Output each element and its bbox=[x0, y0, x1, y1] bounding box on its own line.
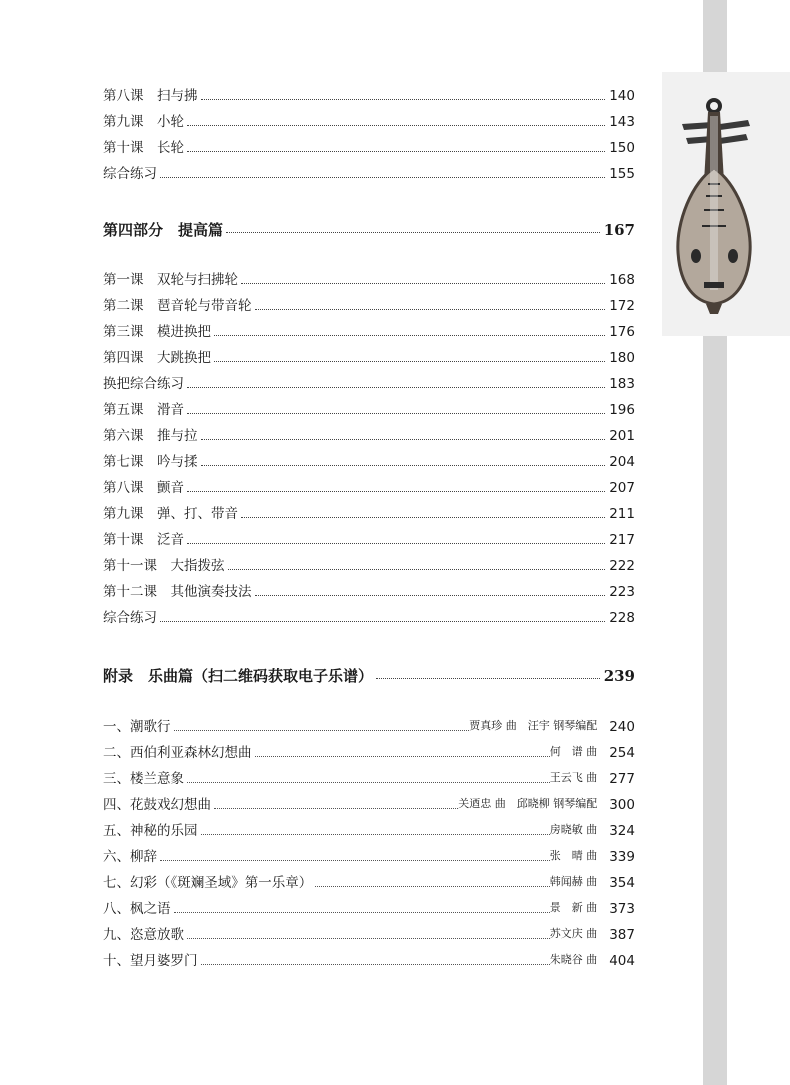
pipa-image bbox=[662, 72, 790, 336]
entry-title: 第十课 泛音 bbox=[103, 532, 184, 548]
page-number: 167 bbox=[603, 221, 635, 239]
page-number: 180 bbox=[609, 350, 635, 366]
entry-title: 第十二课 其他演奏技法 bbox=[103, 584, 252, 600]
dot-leader bbox=[201, 99, 606, 100]
page-number: 339 bbox=[609, 849, 635, 865]
piece-credit: 苏文庆 曲 bbox=[549, 927, 598, 940]
piece-entry[interactable] bbox=[103, 949, 635, 969]
toc-entry[interactable] bbox=[103, 606, 635, 626]
toc-entry[interactable] bbox=[103, 372, 635, 392]
dot-leader bbox=[255, 756, 550, 757]
entry-title: 第六课 推与拉 bbox=[103, 428, 198, 444]
toc-entry[interactable] bbox=[103, 346, 635, 366]
toc-entry[interactable] bbox=[103, 580, 635, 600]
entry-title: 第九课 小轮 bbox=[103, 114, 184, 130]
toc-entry[interactable] bbox=[103, 110, 635, 130]
entry-title: 第三课 模进换把 bbox=[103, 324, 211, 340]
dot-leader bbox=[187, 387, 605, 388]
section-heading[interactable] bbox=[103, 216, 635, 238]
piece-title: 二、西伯利亚森林幻想曲 bbox=[103, 745, 252, 761]
dot-leader bbox=[187, 413, 605, 414]
toc-entry[interactable] bbox=[103, 268, 635, 288]
entry-title: 第八课 扫与拂 bbox=[103, 88, 198, 104]
dot-leader bbox=[255, 309, 606, 310]
dot-leader bbox=[241, 283, 605, 284]
entry-title: 综合练习 bbox=[103, 166, 157, 182]
page-number: 196 bbox=[609, 402, 635, 418]
dot-leader bbox=[201, 964, 550, 965]
piece-entry[interactable] bbox=[103, 793, 635, 813]
dot-leader bbox=[187, 491, 605, 492]
entry-title: 第一课 双轮与扫拂轮 bbox=[103, 272, 238, 288]
section-title: 附录 乐曲篇（扫二维码获取电子乐谱） bbox=[103, 667, 374, 685]
page-number: 211 bbox=[609, 506, 635, 522]
piece-title: 三、楼兰意象 bbox=[103, 771, 184, 787]
piece-title: 五、神秘的乐园 bbox=[103, 823, 198, 839]
entry-title: 第五课 滑音 bbox=[103, 402, 184, 418]
toc-entry[interactable] bbox=[103, 476, 635, 496]
entry-title: 第二课 琶音轮与带音轮 bbox=[103, 298, 252, 314]
piece-entry[interactable] bbox=[103, 715, 635, 735]
piece-title: 一、潮歌行 bbox=[103, 719, 171, 735]
toc-entry[interactable] bbox=[103, 554, 635, 574]
entry-title: 综合练习 bbox=[103, 610, 157, 626]
piece-entry[interactable] bbox=[103, 741, 635, 761]
page-number: 143 bbox=[609, 114, 635, 130]
entry-title: 换把综合练习 bbox=[103, 376, 184, 392]
piece-credit: 贾真珍 曲 汪宇 钢琴编配 bbox=[469, 719, 598, 732]
page-number: 140 bbox=[609, 88, 635, 104]
dot-leader bbox=[187, 543, 605, 544]
entry-title: 第十课 长轮 bbox=[103, 140, 184, 156]
dot-leader bbox=[201, 834, 550, 835]
dot-leader bbox=[315, 886, 549, 887]
piece-credit: 张 晴 曲 bbox=[549, 849, 598, 862]
page-number: 201 bbox=[609, 428, 635, 444]
page-number: 300 bbox=[609, 797, 635, 813]
section-title: 第四部分 提高篇 bbox=[103, 221, 224, 239]
page-number: 240 bbox=[609, 719, 635, 735]
page-number: 183 bbox=[609, 376, 635, 392]
page-number: 239 bbox=[603, 667, 635, 685]
page-number: 277 bbox=[609, 771, 635, 787]
toc-entry[interactable] bbox=[103, 528, 635, 548]
page-number: 254 bbox=[609, 745, 635, 761]
toc-entry[interactable] bbox=[103, 424, 635, 444]
page-number: 354 bbox=[609, 875, 635, 891]
piece-credit: 朱晓谷 曲 bbox=[549, 953, 598, 966]
page-number: 217 bbox=[609, 532, 635, 548]
toc-entry[interactable] bbox=[103, 320, 635, 340]
piece-entry[interactable] bbox=[103, 767, 635, 787]
dot-leader bbox=[174, 730, 470, 731]
piece-title: 四、花鼓戏幻想曲 bbox=[103, 797, 211, 813]
entry-title: 第八课 颤音 bbox=[103, 480, 184, 496]
toc-entry[interactable] bbox=[103, 84, 635, 104]
piece-title: 十、望月婆罗门 bbox=[103, 953, 198, 969]
piece-entry[interactable] bbox=[103, 871, 635, 891]
entry-title: 第九课 弹、打、带音 bbox=[103, 506, 238, 522]
piece-credit: 韩闻赫 曲 bbox=[549, 875, 598, 888]
dot-leader bbox=[187, 938, 550, 939]
entry-title: 第十一课 大指拨弦 bbox=[103, 558, 225, 574]
page-number: 207 bbox=[609, 480, 635, 496]
piece-credit: 关迺忠 曲 邱晓柳 钢琴编配 bbox=[458, 797, 598, 810]
dot-leader bbox=[226, 232, 600, 233]
page-number: 228 bbox=[609, 610, 635, 626]
piece-entry[interactable] bbox=[103, 845, 635, 865]
dot-leader bbox=[376, 678, 600, 679]
section-heading[interactable] bbox=[103, 662, 635, 684]
page-number: 373 bbox=[609, 901, 635, 917]
toc-entry[interactable] bbox=[103, 294, 635, 314]
page-number: 155 bbox=[609, 166, 635, 182]
dot-leader bbox=[160, 177, 605, 178]
dot-leader bbox=[201, 465, 606, 466]
dot-leader bbox=[241, 517, 605, 518]
page-number: 387 bbox=[609, 927, 635, 943]
dot-leader bbox=[214, 361, 605, 362]
piece-entry[interactable] bbox=[103, 897, 635, 917]
page-number: 168 bbox=[609, 272, 635, 288]
dot-leader bbox=[214, 335, 605, 336]
piece-entry[interactable] bbox=[103, 923, 635, 943]
page-number: 176 bbox=[609, 324, 635, 340]
dot-leader bbox=[201, 439, 606, 440]
dot-leader bbox=[228, 569, 606, 570]
dot-leader bbox=[214, 808, 458, 809]
dot-leader bbox=[160, 860, 550, 861]
page-number: 204 bbox=[609, 454, 635, 470]
piece-credit: 景 新 曲 bbox=[549, 901, 598, 914]
entry-title: 第七课 吟与揉 bbox=[103, 454, 198, 470]
piece-title: 九、恣意放歌 bbox=[103, 927, 184, 943]
piece-credit: 何 谱 曲 bbox=[549, 745, 598, 758]
toc-entry[interactable] bbox=[103, 162, 635, 182]
piece-credit: 房晓敏 曲 bbox=[549, 823, 598, 836]
piece-title: 八、枫之语 bbox=[103, 901, 171, 917]
piece-entry[interactable] bbox=[103, 819, 635, 839]
page-number: 222 bbox=[609, 558, 635, 574]
dot-leader bbox=[160, 621, 605, 622]
dot-leader bbox=[255, 595, 606, 596]
toc-entry[interactable] bbox=[103, 136, 635, 156]
piece-credit: 王云飞 曲 bbox=[549, 771, 598, 784]
toc-entry[interactable] bbox=[103, 398, 635, 418]
dot-leader bbox=[187, 782, 550, 783]
entry-title: 第四课 大跳换把 bbox=[103, 350, 211, 366]
piece-title: 七、幻彩（《斑斓圣域》第一乐章） bbox=[103, 875, 313, 891]
page-number: 172 bbox=[609, 298, 635, 314]
dot-leader bbox=[187, 151, 605, 152]
page-number: 404 bbox=[609, 953, 635, 969]
dot-leader bbox=[187, 125, 605, 126]
page-number: 324 bbox=[609, 823, 635, 839]
toc-entry[interactable] bbox=[103, 450, 635, 470]
piece-title: 六、柳辞 bbox=[103, 849, 157, 865]
page-number: 223 bbox=[609, 584, 635, 600]
toc-entry[interactable] bbox=[103, 502, 635, 522]
page-number: 150 bbox=[609, 140, 635, 156]
dot-leader bbox=[174, 912, 550, 913]
